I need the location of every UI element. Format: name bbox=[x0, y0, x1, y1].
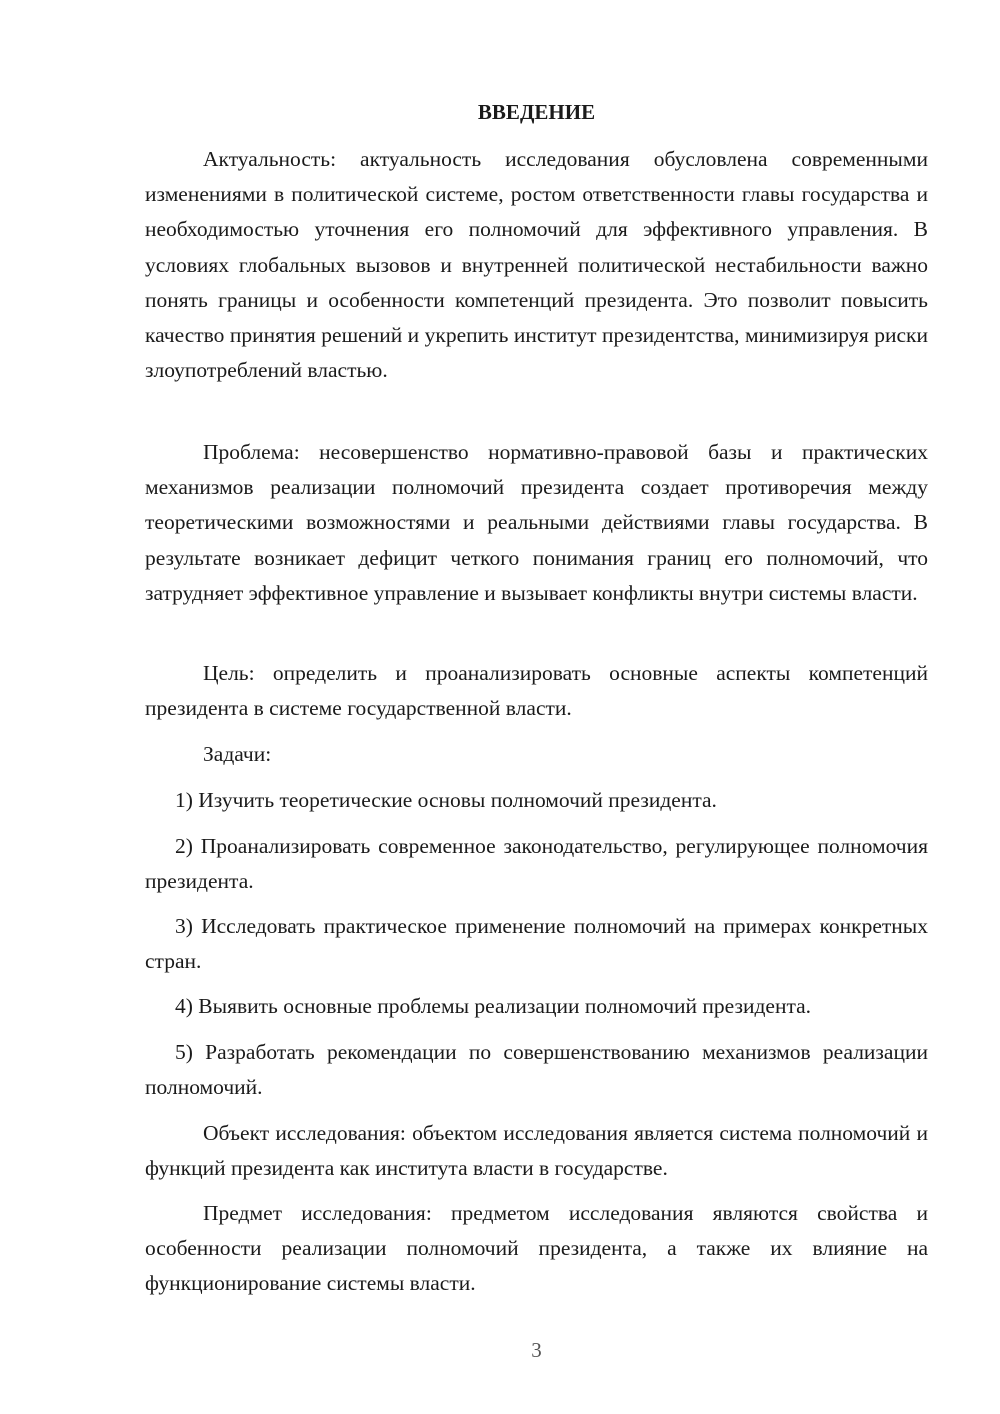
task-item-5: 5) Разработать рекомендации по совершенствованию механизмов реализации полномочий. bbox=[145, 1040, 928, 1100]
tasks-heading: Задачи: bbox=[203, 742, 272, 766]
paragraph-problem: Проблема: несовершенство нормативно-правовой базы и практических механизмов реализации полномочий президента создает противоречия между теоретическими возможностями и реальными действиями главы государства. В результате возникает дефицит четкого понимания границ его полномочий, что затрудняет эффективное управление и вызывает конфликты внутри системы власти. bbox=[145, 440, 928, 605]
paragraph-object: Объект исследования: объектом исследования является система полномочий и функций президента как института власти в государстве. bbox=[145, 1121, 928, 1181]
section-title: ВВЕДЕНИЕ bbox=[477, 100, 596, 124]
task-item-1: 1) Изучить теоретические основы полномочий президента. bbox=[175, 788, 717, 812]
task-item-2: 2) Проанализировать современное законодательство, регулирующее полномочия президента. bbox=[145, 834, 928, 894]
page-number: 3 bbox=[531, 1338, 542, 1362]
document-page bbox=[145, 0, 928, 1414]
task-item-4: 4) Выявить основные проблемы реализации полномочий президента. bbox=[175, 994, 812, 1018]
paragraph-subject: Предмет исследования: предметом исследования являются свойства и особенности реализации полномочий президента, а также их влияние на функционирование системы власти. bbox=[145, 1201, 928, 1296]
paragraph-relevance: Актуальность: актуальность исследования обусловлена современными изменениями в политической системе, ростом ответственности главы государства и необходимостью уточнения его полномочий для эффективного управления. В условиях глобальных вызовов и внутренней политической нестабильности важно понять границы и особенности компетенций президента. Это позволит повысить качество принятия решений и укрепить институт президентства, минимизируя риски злоупотреблений властью. bbox=[145, 147, 928, 383]
task-item-3: 3) Исследовать практическое применение полномочий на примерах конкретных стран. bbox=[145, 914, 928, 974]
paragraph-goal: Цель: определить и проанализировать основные аспекты компетенций президента в системе государственной власти. bbox=[145, 661, 928, 721]
